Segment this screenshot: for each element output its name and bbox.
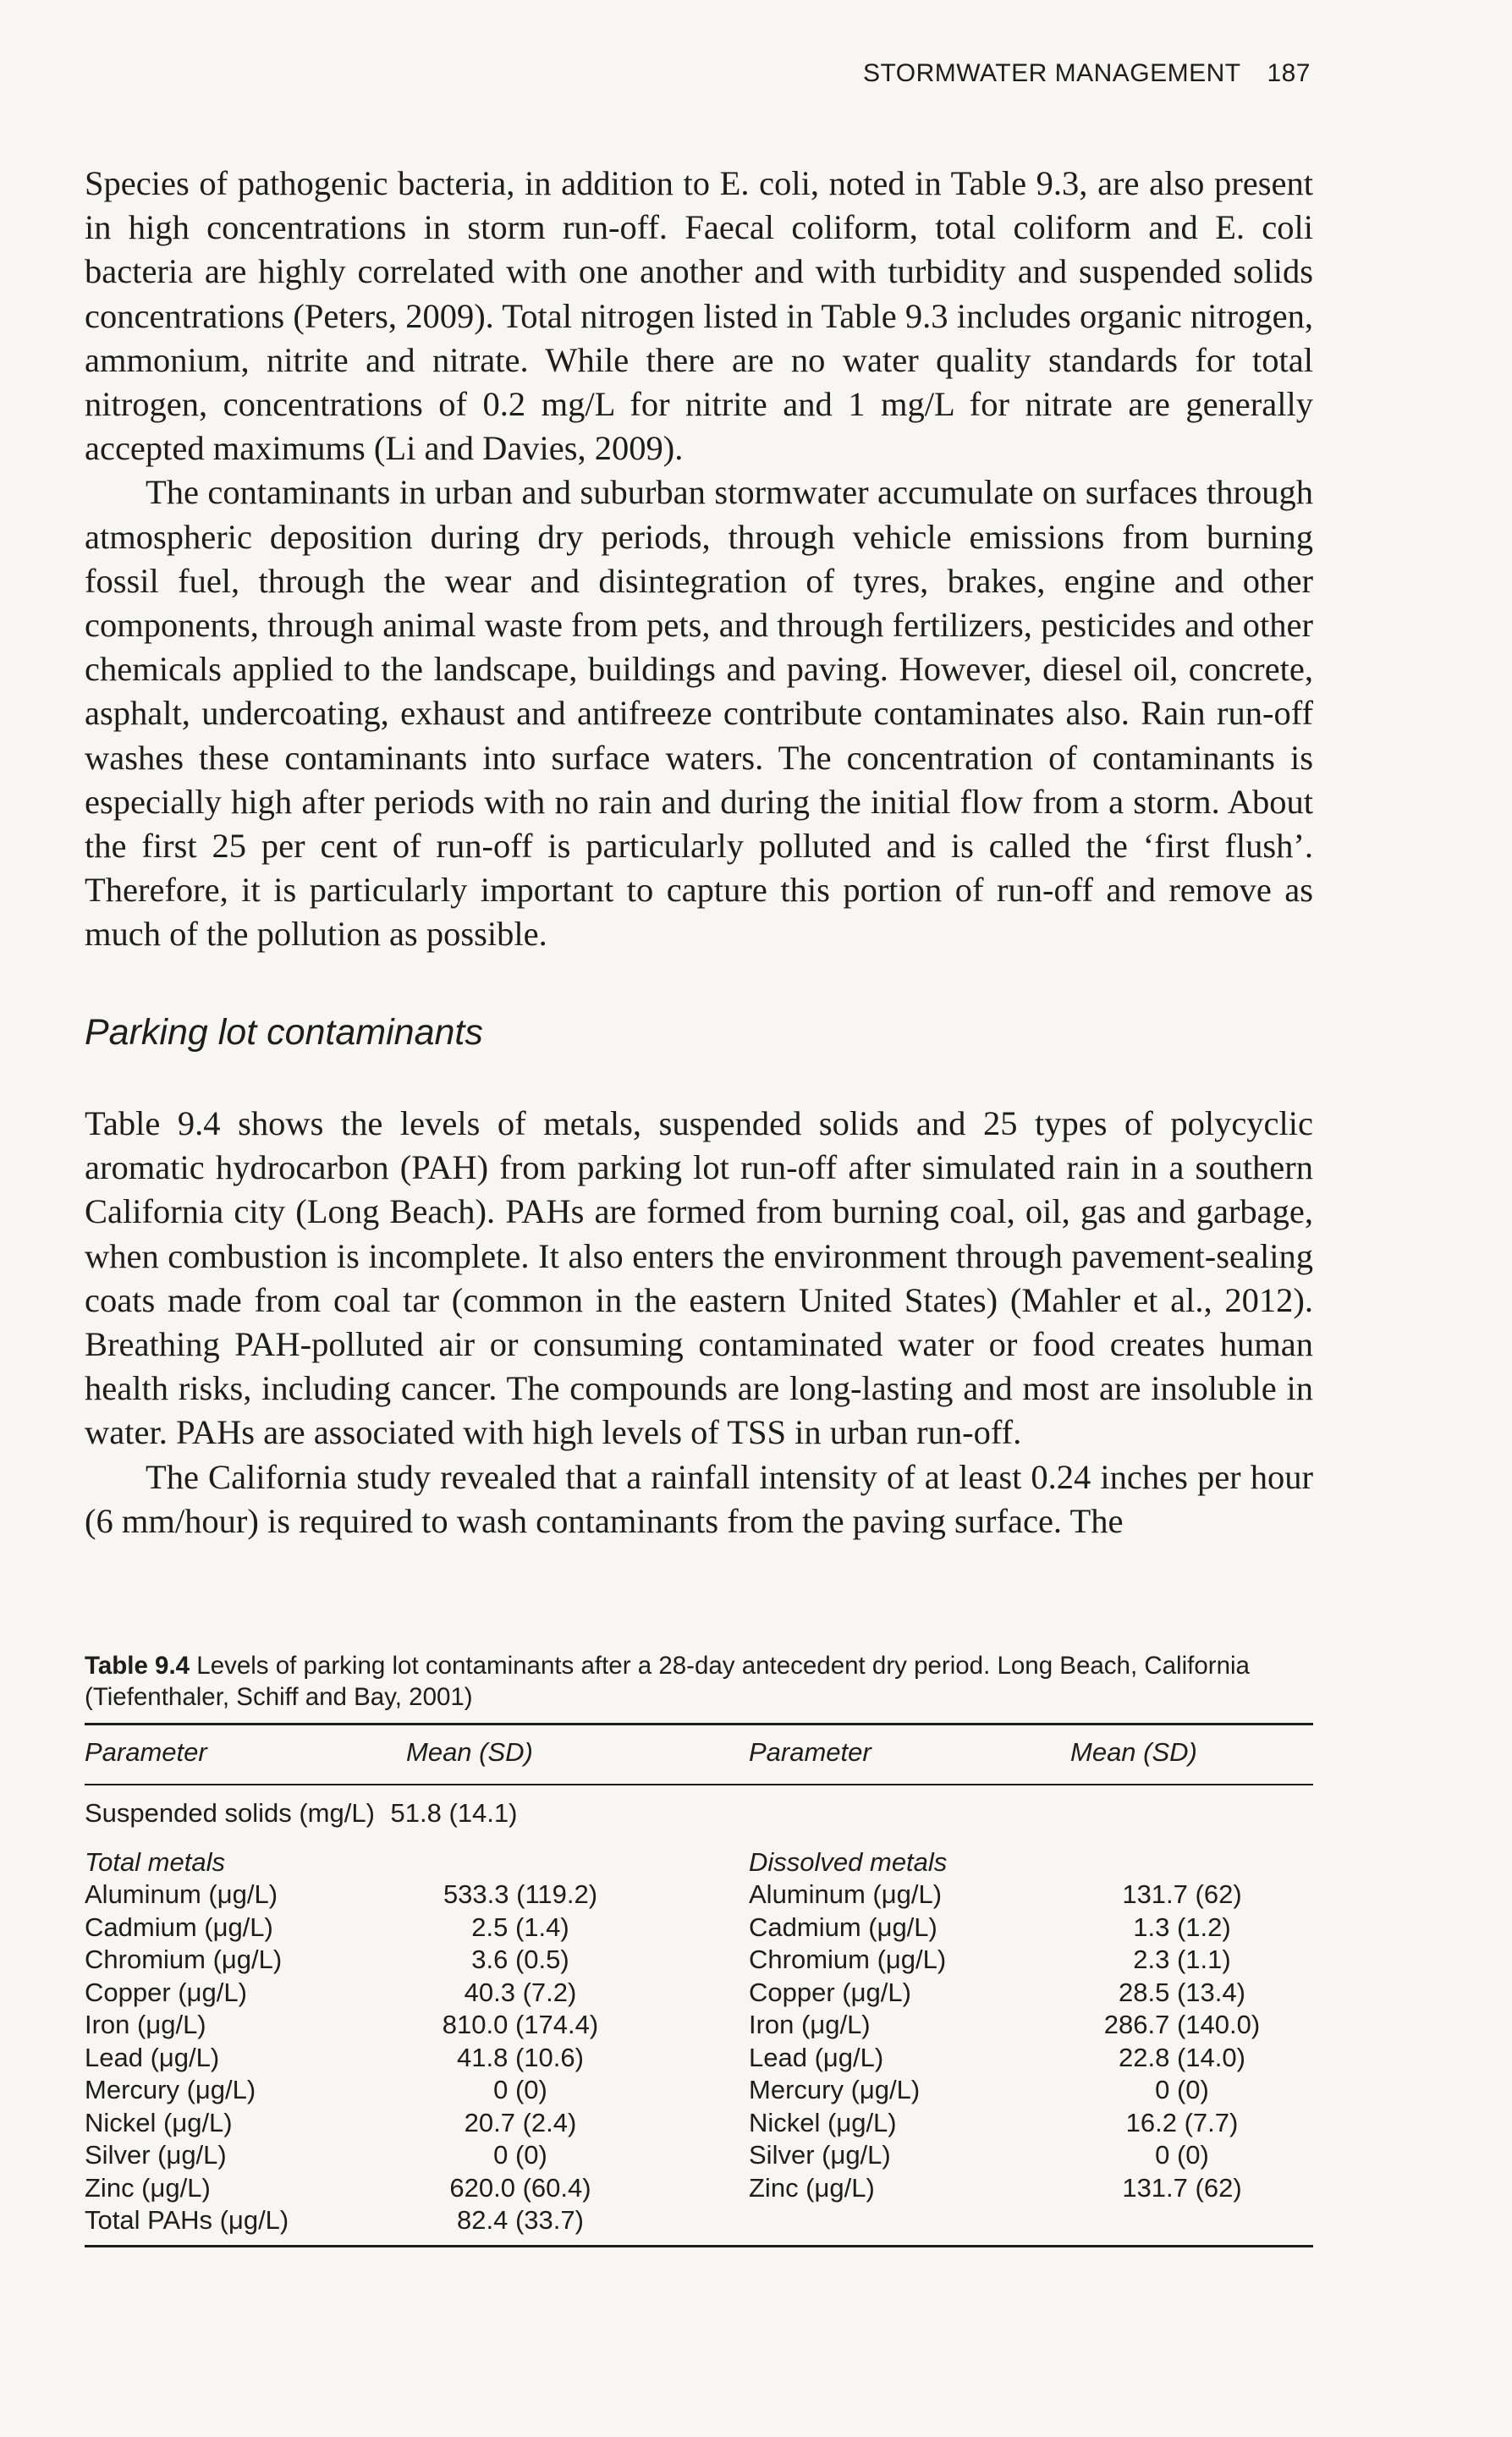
paragraph: Table 9.4 shows the levels of metals, suspended solids and 25 types of polycyclic aromatic hydrocarbon (PAH) from parking lot run-off after simulated rain in a southern California city (Long Beach). PAHs are formed from burning coal, oil, gas and garbage, when combustion is incomplete. It also enters the environment through pavement-sealing coats made from coal tar (common in the eastern United States) (Mahler et al., 2012). Breathing PAH-polluted air or consuming contaminated water or food creates human health risks, including cancer. The compounds are long-lasting and most are insoluble in water. PAHs are associated with high levels of TSS in urban run-off.	[85, 1104, 1313, 1452]
body-text-top	[85, 162, 1313, 957]
table-cell-parameter: Aluminum (μg/L)	[85, 1879, 278, 1909]
table-cell-parameter: Nickel (μg/L)	[749, 2107, 897, 2137]
table-cell-parameter: Cadmium (μg/L)	[749, 1912, 937, 1942]
header-parameter-left: Parameter	[85, 1737, 207, 1767]
running-head-title: STORMWATER MANAGEMENT	[862, 59, 1241, 87]
header-parameter-right: Parameter	[749, 1737, 871, 1767]
table-cell-value: 2.5 (1.4)	[471, 1912, 569, 1942]
table-cell-value: 131.7 (62)	[1122, 1879, 1242, 1909]
page-number: 187	[1267, 59, 1311, 87]
table-cell-value: 2.3 (1.1)	[1133, 1945, 1231, 1974]
table-bottom-rule	[85, 2245, 1313, 2247]
running-head	[863, 59, 1311, 88]
table-cell-parameter: Suspended solids (mg/L)	[85, 1798, 375, 1828]
body-text-section	[85, 1102, 1313, 1543]
table-cell-value: 3.6 (0.5)	[471, 1945, 569, 1974]
table-cell-value: 16.2 (7.7)	[1125, 2107, 1239, 2137]
table-cell-value: 51.8 (14.1)	[390, 1798, 518, 1828]
table-cell-parameter: Silver (μg/L)	[85, 2140, 227, 2170]
table-cell-value: 620.0 (60.4)	[449, 2172, 591, 2203]
table-cell-value: 286.7 (140.0)	[1103, 2010, 1261, 2039]
table-cell-parameter: Lead (μg/L)	[85, 2042, 220, 2072]
table-cell-value: 20.7 (2.4)	[464, 2107, 577, 2137]
table-cell-parameter: Zinc (μg/L)	[85, 2172, 211, 2203]
group-title-total-metals: Total metals	[85, 1847, 225, 1877]
table-row-suspended-solids	[85, 1797, 517, 1829]
table-cell-parameter: Chromium (μg/L)	[85, 1945, 283, 1974]
table-caption-label: Table 9.4	[85, 1652, 190, 1680]
group-title-dissolved-metals: Dissolved metals	[749, 1847, 948, 1877]
table-header-rule	[85, 1784, 1313, 1785]
table-cell-parameter: Lead (μg/L)	[749, 2042, 884, 2072]
paragraph: The contaminants in urban and suburban stormwater accumulate on surfaces through atmospheric deposition during dry periods, through vehicle emissions from burning fossil fuel, through the wear and disintegration of tyres, brakes, engine and other components, through animal waste from pets, and through fertilizers, pesticides and other chemicals applied to the landscape, buildings and paving. However, diesel oil, concrete, asphalt, undercoating, exhaust and antifreeze contribute contaminates also. Rain run-off washes these contaminants into surface waters. The concentration of contaminants is especially high after periods with no rain and during the initial flow from a storm. About the first 25 per cent of run-off is particularly polluted and is called the ‘first flush’. Therefore, it is particularly important to capture this portion of run-off and remove as much of the pollution as possible.	[85, 473, 1313, 954]
table-cell-parameter: Chromium (μg/L)	[749, 1945, 947, 1974]
table-cell-parameter: Total PAHs (μg/L)	[85, 2205, 289, 2235]
table-top-rule	[85, 1723, 1313, 1725]
table-cell-parameter: Copper (μg/L)	[749, 1977, 911, 2007]
table-cell-value: 533.3 (119.2)	[443, 1879, 598, 1909]
table-cell-value: 1.3 (1.2)	[1133, 1912, 1231, 1942]
table-cell-value: 40.3 (7.2)	[464, 1977, 577, 2007]
table-cell-parameter: Mercury (μg/L)	[749, 2075, 921, 2104]
table-cell-value: 28.5 (13.4)	[1119, 1977, 1245, 2007]
header-mean-right: Mean (SD)	[1070, 1737, 1197, 1767]
table-caption	[85, 1650, 1295, 1713]
table-cell-value: 810.0 (174.4)	[442, 2010, 599, 2039]
table-cell-value: 0 (0)	[1155, 2075, 1209, 2104]
table-cell-value: 0 (0)	[1155, 2140, 1209, 2170]
paragraph: The California study revealed that a rainfall intensity of at least 0.24 inches per hour (6 mm/hour) is required to wash contaminants from the paving surface. The	[85, 1457, 1313, 1540]
table-cell-value: 22.8 (14.0)	[1119, 2042, 1245, 2072]
table-cell-value: 0 (0)	[493, 2075, 547, 2104]
table-caption-text: Levels of parking lot contaminants after a 28-day antecedent dry period. Long Beach, California (Tiefenthaler, Schiff and Bay, 2001)	[85, 1652, 1250, 1711]
table-cell-parameter: Cadmium (μg/L)	[85, 1912, 273, 1942]
table-cell-parameter: Nickel (μg/L)	[85, 2107, 233, 2137]
header-mean-left: Mean (SD)	[406, 1737, 533, 1767]
table-cell-value: 0 (0)	[493, 2140, 547, 2170]
table-cell-parameter: Silver (μg/L)	[749, 2140, 891, 2170]
table-cell-parameter: Mercury (μg/L)	[85, 2075, 256, 2104]
paragraph: Species of pathogenic bacteria, in addition to E. coli, noted in Table 9.3, are also present in high concentrations in storm run-off. Faecal coliform, total coliform and E. coli bacteria are highly correlated with one another and with turbidity and suspended solids concentrations (Peters, 2009). Total nitrogen listed in Table 9.3 includes organic nitrogen, ammonium, nitrite and nitrate. While there are no water quality standards for total nitrogen, concentrations of 0.2 mg/L for nitrite and 1 mg/L for nitrate are generally accepted maximums (Li and Davies, 2009).	[85, 164, 1313, 468]
table-cell-parameter: Copper (μg/L)	[85, 1977, 247, 2007]
table-cell-parameter: Aluminum (μg/L)	[749, 1879, 943, 1909]
table-cell-value: 82.4 (33.7)	[457, 2205, 584, 2235]
table-cell-parameter: Iron (μg/L)	[749, 2010, 871, 2039]
table-cell-parameter: Iron (μg/L)	[85, 2010, 206, 2039]
table-cell-parameter: Zinc (μg/L)	[749, 2172, 875, 2203]
table-cell-value: 41.8 (10.6)	[457, 2042, 584, 2072]
table-cell-value: 131.7 (62)	[1122, 2172, 1242, 2203]
section-heading: Parking lot contaminants	[85, 1012, 483, 1053]
